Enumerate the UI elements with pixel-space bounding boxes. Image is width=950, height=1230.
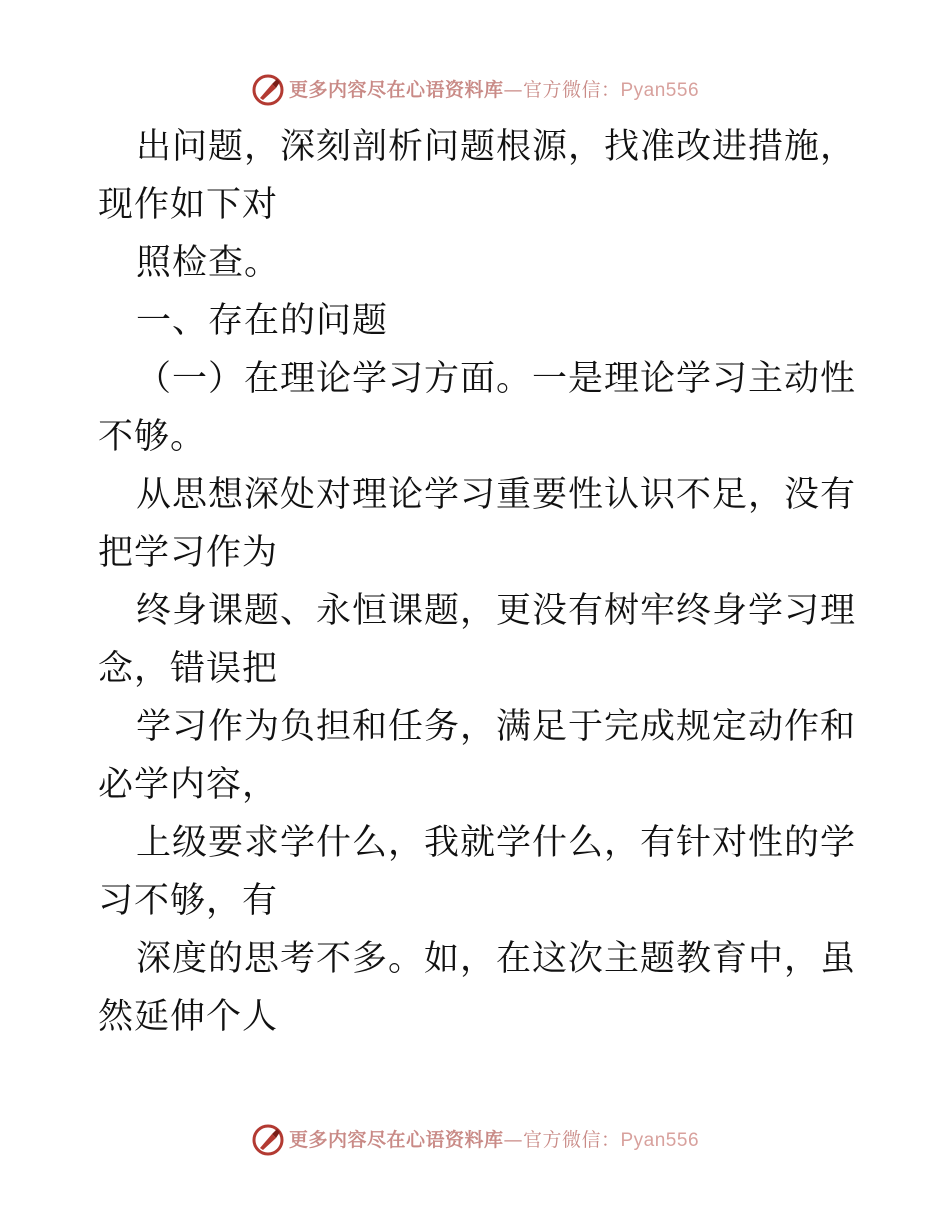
body-paragraph: 从思想深处对理论学习重要性认识不足，没有把学习作为	[98, 475, 857, 573]
footer-brand: 更多内容尽在心语资料库	[288, 1128, 504, 1151]
header-brand: 更多内容尽在心语资料库	[288, 78, 504, 101]
header-wechat-id: Pyan556	[620, 79, 700, 101]
footer-text	[288, 1128, 700, 1151]
body-paragraph: 上级要求学什么，我就学什么，有针对性的学习不够，有	[98, 823, 857, 921]
header-banner	[0, 70, 950, 110]
section-heading: 一、存在的问题	[136, 301, 389, 341]
footer-wechat-id: Pyan556	[620, 1129, 700, 1151]
header-text	[288, 78, 700, 101]
footer-dash: —	[503, 1128, 523, 1151]
header-dash: —	[503, 78, 523, 101]
body-paragraph: 学习作为负担和任务，满足于完成规定动作和必学内容，	[98, 707, 857, 805]
body-paragraph: 照检查。	[136, 243, 281, 283]
body-paragraph: 深度的思考不多。如，在这次主题教育中，虽然延伸个人	[98, 939, 857, 1037]
pen-nib-circle-icon	[251, 73, 285, 107]
body-paragraph: 终身课题、永恒课题，更没有树牢终身学习理念，错误把	[98, 591, 857, 689]
footer-banner	[0, 1120, 950, 1160]
header-wechat-label: 官方微信：	[522, 78, 621, 101]
document-body	[98, 118, 858, 1046]
footer-wechat-label: 官方微信：	[522, 1128, 621, 1151]
body-paragraph: 出问题，深刻剖析问题根源，找准改进措施，现作如下对	[98, 127, 857, 225]
pen-nib-circle-icon	[251, 1123, 285, 1157]
subsection-paragraph: （一）在理论学习方面。一是理论学习主动性不够。	[98, 359, 857, 457]
